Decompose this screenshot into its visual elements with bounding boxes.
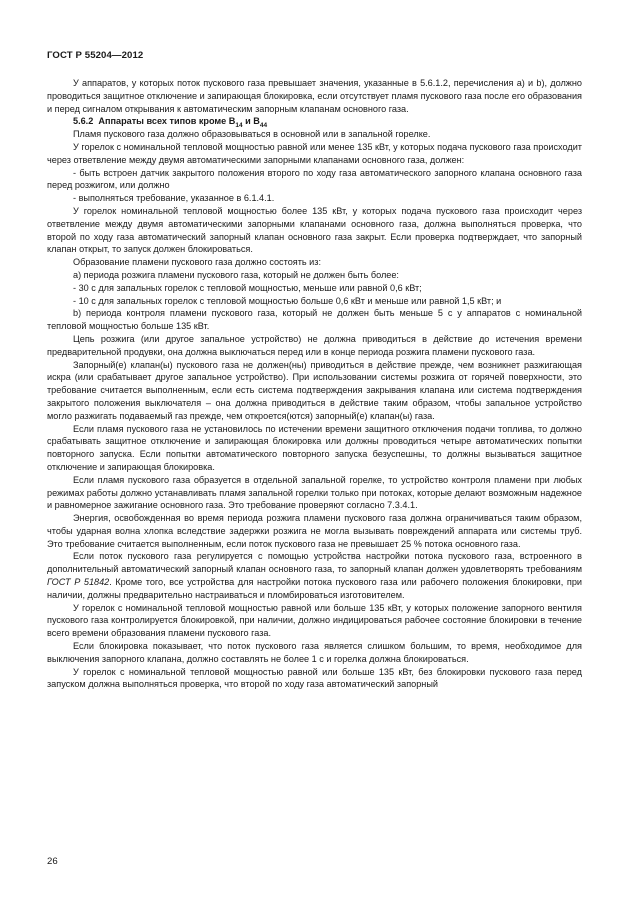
paragraph: У горелок с номинальной тепловой мощностью равной или больше 135 кВт, без блокировки пускового газа перед запуском должна выполняться проверка, что второй по ходу газа автоматический запорный: [47, 666, 582, 690]
paragraph: У горелок с номинальной тепловой мощностью равной или менее 135 кВт, у которых подача пускового газа происходит через ответвление между двумя автоматическими запорными клапанами основного газа, должен:: [47, 141, 582, 165]
list-item: - быть встроен датчик закрытого положения второго по ходу газа автоматического запорного клапана основного газа перед розжигом, или должно: [47, 167, 582, 191]
paragraph: Пламя пускового газа должно образовываться в основной или в запальной горелке.: [73, 129, 431, 140]
paragraph: Образование пламени пускового газа должно состоять из:: [73, 257, 321, 268]
paragraph: У аппаратов, у которых поток пускового газа превышает значения, указанные в 5.6.1.2, перечисления а) и b), должно проводиться защитное отключение и запирающая блокировка, если отсутствует пламя пускового газа после его образования и перед сигналом открывания к автоматическим запорным клапанам основного газа.: [47, 78, 582, 114]
paragraph: Цепь розжига (или другое запальное устройство) не должна приводиться в действие до истечения времени предварительной продувки, она должна выключаться перед или в конце периода розжига пламени пускового газа.: [47, 333, 582, 357]
list-item: а) периода розжига пламени пускового газа, который не должен быть более:: [73, 269, 399, 280]
section-title-mid: и B: [242, 116, 260, 127]
paragraph: Если пламя пускового газа не установилось по истечении времени защитного отключения подачи топлива, то должно срабатывать защитное отключение и запирающая блокировка или должны проводиться четыре автоматических попытки повторного запуска. Если попытки автоматического повторного запуска безуспешны, то должны вызываться защитное отключение и запирающая блокировка.: [47, 423, 582, 472]
heading-subscript: 44: [259, 122, 268, 130]
list-item: - выполняться требование, указанное в 6.1.4.1.: [73, 193, 275, 204]
page-number: 26: [47, 856, 58, 867]
paragraph: [47, 550, 582, 601]
list-item: - 10 с для запальных горелок с тепловой мощностью больше 0,6 кВт и меньше или равной 1,5 кВт; и: [73, 295, 502, 306]
paragraph-text: Если поток пускового газа регулируется с помощью устройства настройки потока пускового газа, встроенного в дополнительный автоматический запорный клапан основного газа, то запорный клапан должен удовлетворять требованиям: [47, 551, 582, 575]
paragraph: У горелок номинальной тепловой мощностью более 135 кВт, у которых подача пускового газа происходит через ответвление между двумя автоматическими запорными клапанами основного газа, должна выполняться проверка, что второй по ходу газа автоматический запорный клапан основного газа закрыт. Если проверка подтверждает, что запорный клапан открыт, то запуск должен блокироваться.: [47, 205, 582, 255]
heading-subscript: 14: [235, 122, 243, 130]
paragraph: Если пламя пускового газа образуется в отдельной запальной горелке, то устройство контроля пламени при любых режимах работы должно устанавливать пламя запальной горелки только при потоках, которые делают возможным надежное и равномерное зажигание основного газа. Это требование проверяют согласно 7.3.4.1.: [47, 474, 582, 511]
paragraph: Энергия, освобожденная во время периода розжига пламени пускового газа должна ограничиваться таким образом, чтобы ударная волна хлопка вследствие задержки розжига не могла вызывать повреждений аппарата или системы труб. Это требование считается выполненным, если поток пускового газа не превышает 25 % потока основного газа.: [47, 513, 582, 549]
section-heading: [47, 115, 582, 128]
section-number: 5.6.2: [73, 116, 94, 127]
section-title: Аппараты всех типов кроме B: [98, 116, 236, 127]
document-body: [47, 77, 582, 691]
standard-reference: ГОСТ Р 51842: [47, 577, 110, 588]
document-header: ГОСТ Р 55204—2012: [47, 50, 144, 61]
list-item: - 30 с для запальных горелок с тепловой мощностью, меньше или равной 0,6 кВт;: [73, 282, 422, 293]
paragraph-text: . Кроме того, все устройства для настройки потока пускового газа или рабочего положения блокировки, при наличии, должны предварительно настраиваться и пломбироваться изготовителем.: [47, 577, 582, 600]
paragraph: У горелок с номинальной тепловой мощностью равной или больше 135 кВт, у которых положение запорного вентиля пускового газа контролируется блокировкой, при наличии, должно индицироваться рабочее состояние блокировки в течение всего времени образования пламени пускового газа.: [47, 602, 582, 639]
paragraph: Если блокировка показывает, что поток пускового газа является слишком большим, то время, необходимое для выключения запорного клапана, должно составлять не более 1 с и горелка должна блокироваться.: [47, 641, 582, 664]
list-item: b) периода контроля пламени пускового газа, который не должен быть меньше 5 с у аппаратов с номинальной тепловой мощностью больше 135 кВт.: [47, 308, 582, 332]
paragraph: Запорный(е) клапан(ы) пускового газа не должен(ны) приводиться в действие прежде, чем возникнет разжигающая искра (или срабатывает другое запальное устройство). При использовании системы розжига от горячей поверхности, это требование считается выполненным, если есть система подтверждения закрывания клапана или система подтверждения закрытого положения выключателя – она должна приводиться в действие таким образом, чтобы запальное устройство могло разжигать подаваемый газ прежде, чем откроется(ются) запорный(е) клапан(ы) газа.: [47, 359, 582, 421]
